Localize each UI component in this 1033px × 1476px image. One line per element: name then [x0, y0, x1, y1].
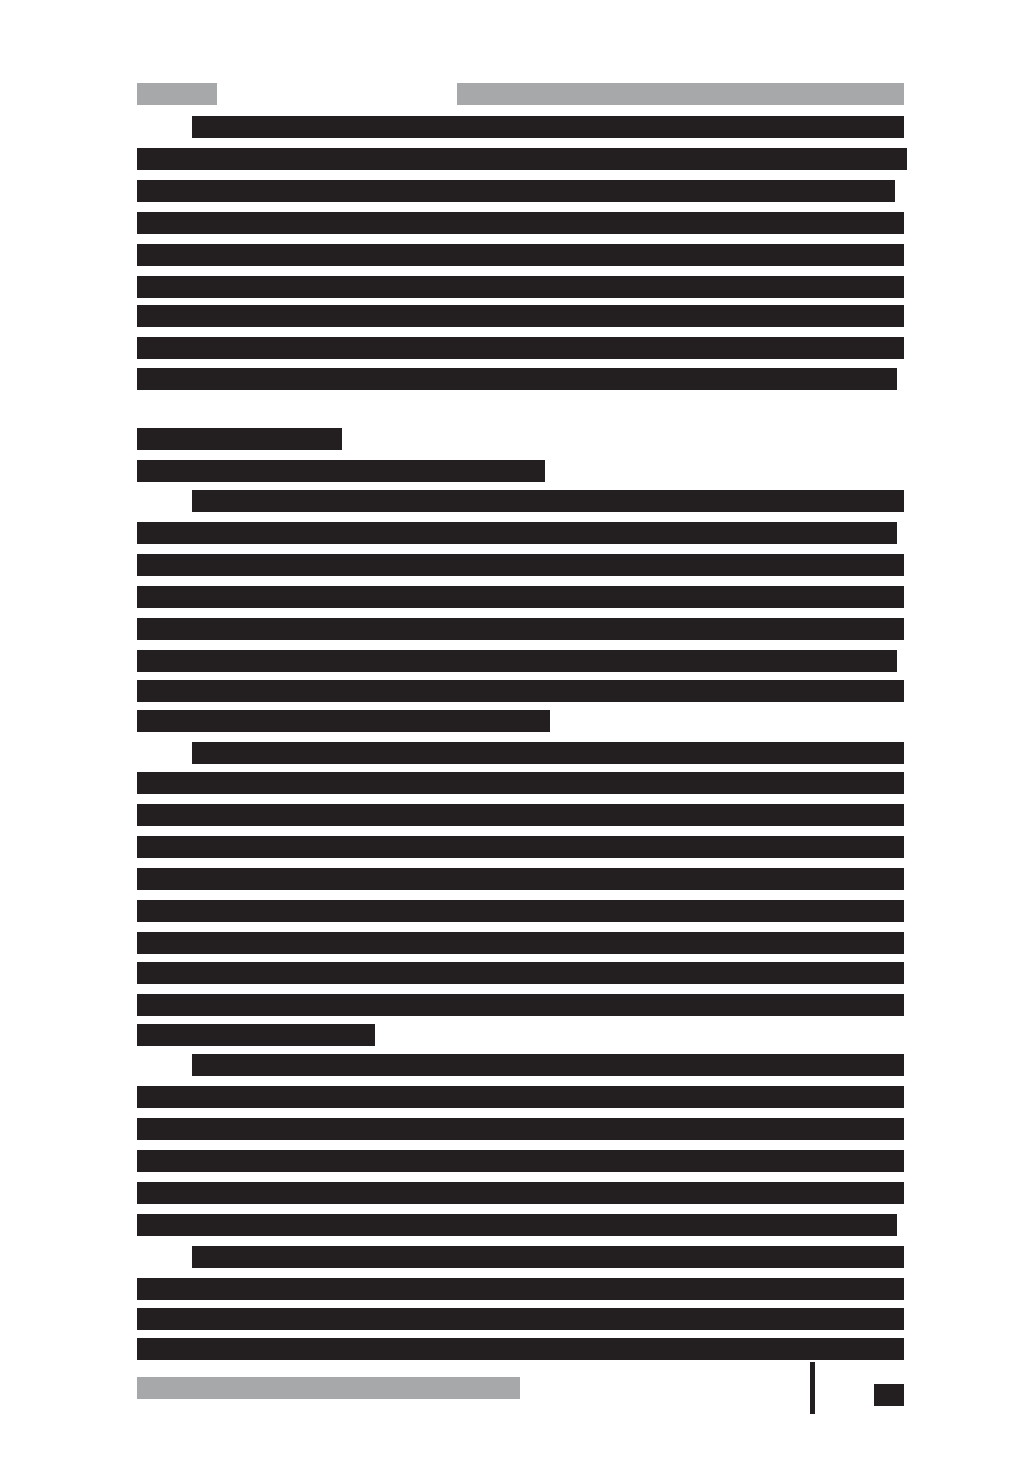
text-line [0, 932, 1033, 954]
redaction-bar [137, 337, 904, 359]
text-line [0, 1024, 1033, 1046]
text-line [0, 1308, 1033, 1330]
redaction-bar [137, 276, 904, 298]
redaction-bar [457, 83, 904, 105]
redaction-bar [137, 1278, 904, 1300]
header-right [0, 83, 1033, 105]
redaction-bar [192, 1246, 904, 1268]
text-line [0, 1278, 1033, 1300]
redaction-bar [192, 742, 904, 764]
redaction-bar [874, 1384, 904, 1406]
redaction-bar [137, 900, 904, 922]
redaction-bar [137, 1150, 904, 1172]
redaction-bar [192, 116, 904, 138]
redaction-bar [137, 1308, 904, 1330]
text-line [0, 1054, 1033, 1076]
redaction-bar [137, 1086, 904, 1108]
text-line [0, 1118, 1033, 1140]
redaction-bar [137, 1118, 904, 1140]
text-line [0, 650, 1033, 672]
redaction-bar [137, 618, 904, 640]
text-line [0, 1246, 1033, 1268]
redaction-bar [137, 586, 904, 608]
redaction-bar [137, 710, 550, 732]
page-number [0, 1384, 1033, 1406]
text-line [0, 1338, 1033, 1360]
redaction-bar [137, 428, 342, 450]
text-line [0, 148, 1033, 170]
text-line [0, 900, 1033, 922]
text-line [0, 305, 1033, 327]
redaction-bar [137, 554, 904, 576]
redaction-bar [137, 1024, 375, 1046]
redaction-bar [137, 1182, 904, 1204]
redaction-bar [137, 212, 904, 234]
redaction-bar [137, 680, 904, 702]
redaction-bar [137, 148, 907, 170]
redaction-bar [137, 962, 904, 984]
text-line [0, 680, 1033, 702]
redaction-bar [137, 868, 904, 890]
redaction-bar [137, 650, 897, 672]
text-line [0, 276, 1033, 298]
redaction-bar [137, 932, 904, 954]
text-line [0, 337, 1033, 359]
text-line [0, 490, 1033, 512]
redaction-bar [137, 522, 897, 544]
text-line [0, 180, 1033, 202]
text-line [0, 836, 1033, 858]
text-line [0, 460, 1033, 482]
text-line [0, 586, 1033, 608]
redaction-bar [137, 1214, 897, 1236]
redaction-bar [137, 244, 904, 266]
redaction-bar [137, 772, 904, 794]
text-line [0, 212, 1033, 234]
text-line [0, 994, 1033, 1016]
text-line [0, 742, 1033, 764]
text-line [0, 1214, 1033, 1236]
text-line [0, 710, 1033, 732]
text-line [0, 244, 1033, 266]
text-line [0, 428, 1033, 450]
text-line [0, 116, 1033, 138]
redaction-bar [137, 994, 904, 1016]
text-line [0, 618, 1033, 640]
text-line [0, 962, 1033, 984]
redaction-bar [192, 1054, 904, 1076]
redaction-bar [137, 804, 904, 826]
redaction-bar [192, 490, 904, 512]
text-line [0, 1150, 1033, 1172]
text-line [0, 368, 1033, 390]
text-line [0, 522, 1033, 544]
redaction-bar [137, 305, 904, 327]
text-line [0, 1086, 1033, 1108]
text-line [0, 772, 1033, 794]
redaction-bar [137, 1338, 904, 1360]
text-line [0, 554, 1033, 576]
redaction-bar [137, 368, 897, 390]
text-line [0, 868, 1033, 890]
redaction-bar [137, 180, 895, 202]
text-line [0, 1182, 1033, 1204]
redaction-bar [137, 836, 904, 858]
redaction-bar [137, 460, 545, 482]
text-line [0, 804, 1033, 826]
